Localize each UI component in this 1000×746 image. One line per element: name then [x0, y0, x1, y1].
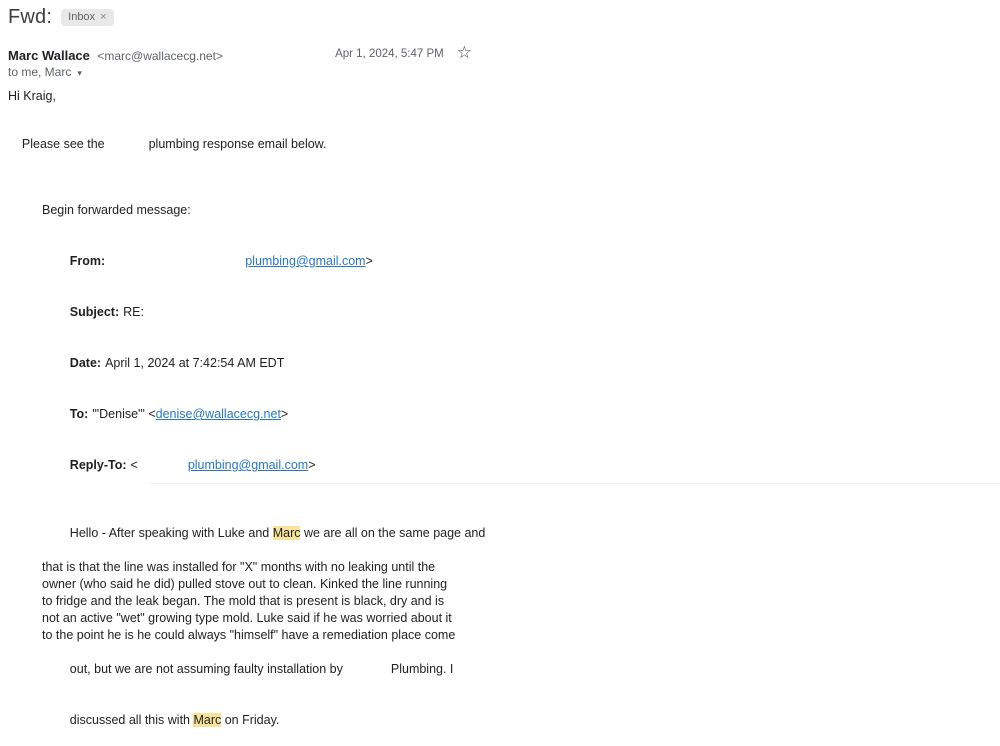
body-line — [42, 508, 485, 559]
body-text: out, but we are not assuming faulty installation by — [69, 662, 343, 676]
date-label: Date: — [69, 356, 102, 370]
intro-line — [8, 123, 327, 165]
recipients-toggle[interactable] — [8, 65, 82, 79]
from-close-bracket: > — [365, 254, 373, 268]
inbox-label-chip[interactable] — [61, 9, 113, 26]
message-header — [8, 43, 472, 65]
body-text: Hello - After speaking with Luke and — [69, 526, 273, 540]
body-line: to fridge and the leak began. The mold that is present is black, dry and is — [42, 594, 445, 608]
sender-info — [8, 47, 223, 65]
from-email-link[interactable]: plumbing@gmail.com — [245, 254, 366, 268]
recipients-text: to me, Marc — [8, 65, 72, 79]
subject-row — [8, 6, 114, 29]
divider — [150, 483, 1000, 484]
to-email-link[interactable]: denise@wallacecg.net — [155, 407, 281, 421]
body-text: Plumbing. I — [390, 662, 454, 676]
search-highlight: Marc — [272, 526, 301, 540]
body-line: that is that the line was installed for "X" months with no leaking until the — [42, 560, 436, 574]
body-line: owner (who said he did) pulled stove out to clean. Kinked the line running — [42, 577, 448, 591]
date-value: April 1, 2024 at 7:42:54 AM EDT — [105, 356, 285, 370]
reply-to-close-bracket: > — [308, 458, 316, 472]
inbox-label-text: Inbox — [68, 11, 96, 23]
star-icon[interactable]: ☆ — [456, 43, 472, 62]
header-right — [335, 43, 472, 62]
body-text: on Friday. — [221, 713, 280, 727]
from-line — [42, 236, 485, 287]
body-line — [42, 695, 485, 746]
sender-email: <marc@wallacecg.net> — [97, 49, 223, 63]
to-line — [42, 389, 485, 440]
body-text: discussed all this with — [69, 713, 194, 727]
sender-name: Marc Wallace — [8, 48, 90, 63]
forwarded-message — [42, 202, 485, 746]
forwarded-body — [42, 508, 485, 746]
email-subject: Fwd: — [8, 6, 53, 28]
forwarded-headers — [42, 236, 485, 491]
search-highlight: Marc — [193, 713, 222, 727]
begin-forwarded-label: Begin forwarded message: — [42, 203, 191, 217]
body-line: to the point he is he could always "himself" have a remediation place come — [42, 628, 456, 642]
date-line — [42, 338, 485, 389]
to-value: "'Denise'" < — [92, 407, 156, 421]
subject-line — [42, 287, 485, 338]
remove-label-icon[interactable]: × — [100, 11, 107, 23]
reply-to-email-link[interactable]: plumbing@gmail.com — [187, 458, 309, 472]
body-line: not an active "wet" growing type mold. Luke said if he was worried about it — [42, 611, 452, 625]
greeting-text: Hi Kraig, — [8, 89, 56, 103]
message-timestamp: Apr 1, 2024, 5:47 PM — [335, 48, 444, 60]
body-line — [42, 644, 485, 695]
body-text: we are all on the same page and — [300, 526, 486, 540]
intro-before-redaction: Please see the — [21, 137, 105, 151]
from-label: From: — [69, 254, 106, 268]
intro-after-redaction: plumbing response email below. — [148, 137, 327, 151]
subject-value: RE: — [123, 305, 144, 319]
subject-label: Subject: — [69, 305, 120, 319]
reply-to-label: Reply-To: — [69, 458, 127, 472]
reply-to-open-bracket: < — [130, 458, 138, 472]
to-label: To: — [69, 407, 89, 421]
to-close-bracket: > — [280, 407, 289, 421]
chevron-down-icon: ▾ — [77, 67, 82, 78]
